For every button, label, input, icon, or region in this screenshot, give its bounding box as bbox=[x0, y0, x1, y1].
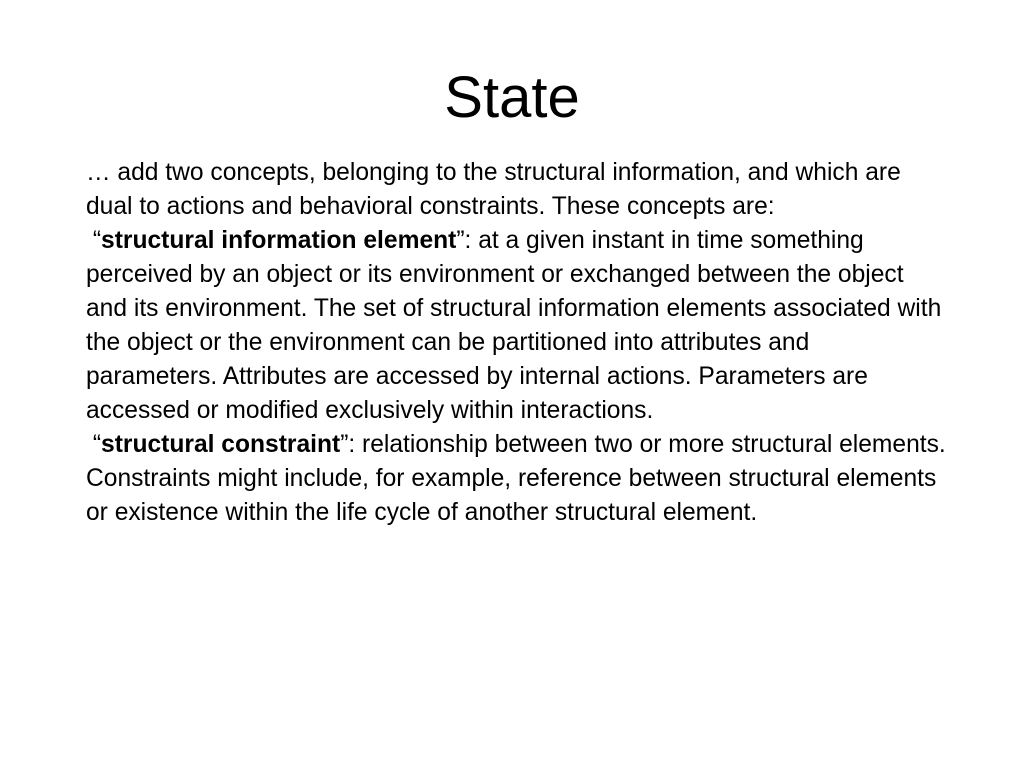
definition-structural-constraint bbox=[86, 428, 946, 530]
definition-text: ”: relationship between two or more structural elements. Constraints might include, for example, reference between structural elements or existence within the life cycle of another structural element. bbox=[86, 431, 946, 526]
term-structural-constraint: structural constraint bbox=[101, 431, 341, 458]
slide-title: State bbox=[444, 65, 580, 130]
slide-body bbox=[86, 156, 946, 530]
open-quote: “ bbox=[86, 431, 102, 458]
term-structural-information-element: structural information element bbox=[101, 227, 457, 254]
intro-paragraph: … add two concepts, belonging to the structural information, and which are dual to actions and behavioral constraints. These concepts are: bbox=[86, 159, 901, 220]
definition-text: ”: at a given instant in time something perceived by an object or its environment or exchanged between the object and its environment. The set of structural information elements associated with the object or the environment can be partitioned into attributes and parameters. Attributes are accessed by internal actions. Parameters are accessed or modified exclusively within interactions. bbox=[86, 227, 942, 424]
definition-structural-information-element bbox=[86, 224, 946, 428]
open-quote: “ bbox=[86, 227, 102, 254]
